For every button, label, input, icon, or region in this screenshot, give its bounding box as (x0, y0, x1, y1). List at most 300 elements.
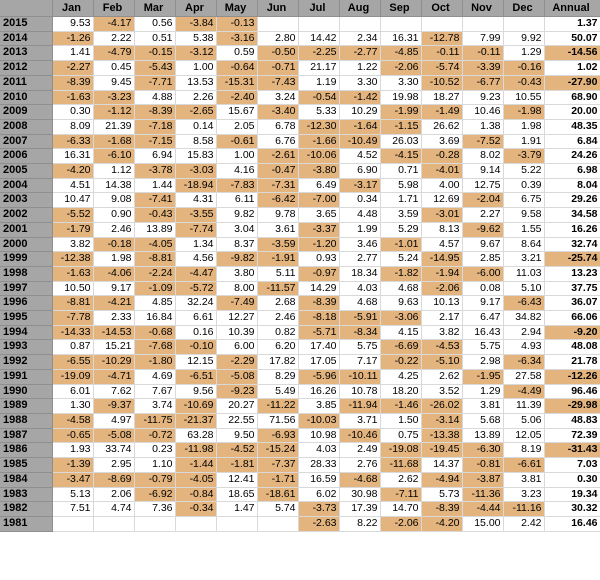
monthly-return-cell: 22.55 (216, 413, 257, 428)
monthly-return-cell: 2.76 (339, 458, 380, 473)
monthly-return-cell: -7.68 (134, 340, 175, 355)
monthly-return-cell: 8.09 (52, 119, 93, 134)
monthly-return-cell: -8.81 (52, 296, 93, 311)
monthly-return-cell: -1.15 (380, 119, 421, 134)
monthly-return-cell: 12.05 (503, 428, 544, 443)
annual-return-cell: 1.02 (544, 61, 600, 76)
monthly-return-cell: -8.34 (339, 325, 380, 340)
monthly-return-cell: -5.08 (216, 369, 257, 384)
monthly-return-cell: -0.71 (257, 61, 298, 76)
monthly-return-cell: -5.52 (52, 208, 93, 223)
monthly-return-cell: 5.11 (257, 266, 298, 281)
monthly-return-cell: -4.05 (134, 237, 175, 252)
monthly-return-cell: -7.00 (298, 193, 339, 208)
monthly-return-cell: -4.58 (52, 413, 93, 428)
monthly-return-cell: -1.64 (339, 119, 380, 134)
monthly-return-cell: -12.30 (298, 119, 339, 134)
monthly-return-cell: 10.29 (339, 105, 380, 120)
monthly-return-cell: -6.43 (503, 296, 544, 311)
year-cell: 2010 (0, 90, 52, 105)
table-row (0, 369, 600, 384)
monthly-return-cell: -2.40 (216, 90, 257, 105)
year-cell: 2008 (0, 119, 52, 134)
monthly-return-cell (298, 17, 339, 32)
header-mar: Mar (134, 0, 175, 17)
annual-return-cell: 68.90 (544, 90, 600, 105)
annual-return-cell: 37.75 (544, 281, 600, 296)
monthly-return-cell: 6.75 (503, 193, 544, 208)
table-row (0, 134, 600, 149)
monthly-return-cell: 8.19 (503, 443, 544, 458)
monthly-return-cell: 3.69 (421, 134, 462, 149)
monthly-return-cell: 5.73 (421, 487, 462, 502)
monthly-return-cell: 9.67 (462, 237, 503, 252)
monthly-return-cell: 10.55 (503, 90, 544, 105)
monthly-return-cell: 14.29 (298, 281, 339, 296)
monthly-return-cell: 9.17 (93, 281, 134, 296)
monthly-return-cell: 16.59 (298, 472, 339, 487)
monthly-return-cell: 8.00 (216, 281, 257, 296)
monthly-return-cell: -4.71 (93, 369, 134, 384)
monthly-return-cell: -0.68 (134, 325, 175, 340)
year-cell: 1987 (0, 428, 52, 443)
monthly-return-cell: 0.59 (216, 46, 257, 61)
monthly-return-cell: -8.39 (421, 502, 462, 517)
monthly-return-cell: -4.47 (175, 266, 216, 281)
annual-return-cell: 16.26 (544, 222, 600, 237)
annual-return-cell: 21.78 (544, 355, 600, 370)
monthly-return-cell: 2.46 (257, 311, 298, 326)
monthly-return-cell: 0.08 (462, 281, 503, 296)
monthly-return-cell: 3.81 (462, 399, 503, 414)
monthly-return-cell: -4.21 (93, 296, 134, 311)
monthly-return-cell: 9.58 (503, 208, 544, 223)
monthly-return-cell: -12.78 (421, 31, 462, 46)
monthly-return-cell: 1.22 (339, 61, 380, 76)
monthly-return-cell: 12.15 (175, 355, 216, 370)
monthly-return-cell: -1.95 (462, 369, 503, 384)
monthly-return-cell: -1.39 (52, 458, 93, 473)
monthly-return-cell: -3.78 (134, 164, 175, 179)
monthly-return-cell: -2.25 (298, 46, 339, 61)
monthly-return-cell: -1.01 (380, 237, 421, 252)
monthly-return-cell: 26.62 (421, 119, 462, 134)
monthly-return-cell: -1.79 (52, 222, 93, 237)
monthly-return-cell: -11.68 (380, 458, 421, 473)
monthly-return-cell: -10.49 (339, 134, 380, 149)
monthly-return-cell: 5.22 (503, 164, 544, 179)
monthly-return-cell: 3.46 (339, 237, 380, 252)
monthly-return-cell: 0.14 (175, 119, 216, 134)
monthly-return-cell: -4.17 (93, 17, 134, 32)
monthly-return-cell: -6.69 (380, 340, 421, 355)
monthly-return-cell: 0.90 (93, 208, 134, 223)
monthly-return-cell: -0.43 (503, 75, 544, 90)
table-row (0, 252, 600, 267)
monthly-return-cell: 1.50 (380, 413, 421, 428)
monthly-return-cell: -2.24 (134, 266, 175, 281)
annual-return-cell: 6.98 (544, 164, 600, 179)
year-cell: 2000 (0, 237, 52, 252)
monthly-return-cell: -3.37 (298, 222, 339, 237)
header-apr: Apr (175, 0, 216, 17)
monthly-return-cell: -1.66 (298, 134, 339, 149)
header-jun: Jun (257, 0, 298, 17)
monthly-return-cell: 14.38 (93, 178, 134, 193)
monthly-return-cell: 4.51 (52, 178, 93, 193)
monthly-return-cell: -4.44 (462, 502, 503, 517)
monthly-return-cell (462, 17, 503, 32)
header-row (0, 0, 600, 17)
monthly-return-cell: -11.94 (339, 399, 380, 414)
monthly-return-cell: -26.02 (421, 399, 462, 414)
monthly-return-cell: 3.04 (216, 222, 257, 237)
monthly-return-cell: 8.02 (462, 149, 503, 164)
monthly-return-cell: 9.63 (380, 296, 421, 311)
monthly-return-cell: -8.69 (93, 472, 134, 487)
monthly-return-cell: -3.40 (257, 105, 298, 120)
monthly-return-cell: 4.85 (134, 296, 175, 311)
monthly-return-cell: -0.84 (175, 487, 216, 502)
header-oct: Oct (421, 0, 462, 17)
monthly-return-cell (503, 17, 544, 32)
monthly-return-cell: 2.42 (503, 516, 544, 531)
monthly-return-cell: 71.56 (257, 413, 298, 428)
monthly-return-cell: -21.37 (175, 413, 216, 428)
monthly-return-cell: 12.69 (421, 193, 462, 208)
monthly-return-cell: 10.13 (421, 296, 462, 311)
monthly-return-cell: -0.11 (462, 46, 503, 61)
monthly-return-cell: -8.81 (134, 252, 175, 267)
monthly-return-cell: 1.34 (175, 237, 216, 252)
table-row (0, 237, 600, 252)
monthly-return-cell: -0.11 (421, 46, 462, 61)
monthly-return-cell: -11.22 (257, 399, 298, 414)
monthly-return-cell (93, 516, 134, 531)
year-cell: 2011 (0, 75, 52, 90)
monthly-return-cell: 1.29 (462, 384, 503, 399)
table-row (0, 516, 600, 531)
monthly-return-cell: -5.72 (175, 281, 216, 296)
annual-return-cell: 72.39 (544, 428, 600, 443)
monthly-return-cell: -4.53 (421, 340, 462, 355)
year-cell: 1995 (0, 311, 52, 326)
monthly-return-cell: -0.43 (134, 208, 175, 223)
monthly-return-cell: 14.42 (298, 31, 339, 46)
monthly-return-cell: -4.94 (421, 472, 462, 487)
annual-return-cell: -29.98 (544, 399, 600, 414)
monthly-return-cell: 3.74 (134, 399, 175, 414)
table-row (0, 311, 600, 326)
monthly-return-cell: 33.74 (93, 443, 134, 458)
monthly-return-cell: 4.69 (134, 369, 175, 384)
monthly-return-cell: -4.15 (380, 149, 421, 164)
monthly-return-cell: -6.93 (257, 428, 298, 443)
monthly-return-cell: -1.80 (134, 355, 175, 370)
table-row (0, 208, 600, 223)
monthly-return-cell: 0.87 (52, 340, 93, 355)
monthly-return-cell: 3.24 (257, 90, 298, 105)
monthly-return-cell: -1.71 (257, 472, 298, 487)
monthly-return-cell: -0.81 (462, 458, 503, 473)
annual-return-cell: -9.20 (544, 325, 600, 340)
monthly-return-cell: 0.23 (134, 443, 175, 458)
monthly-return-cell: 5.38 (175, 31, 216, 46)
monthly-return-cell: -8.39 (52, 75, 93, 90)
monthly-return-cell: 8.37 (216, 237, 257, 252)
table-row (0, 325, 600, 340)
monthly-return-cell: 3.61 (257, 222, 298, 237)
monthly-return-cell: -7.83 (216, 178, 257, 193)
monthly-return-cell (339, 17, 380, 32)
annual-return-cell: 50.07 (544, 31, 600, 46)
annual-return-cell: 20.00 (544, 105, 600, 120)
header-jul: Jul (298, 0, 339, 17)
monthly-return-cell: -11.75 (134, 413, 175, 428)
monthly-return-cell: 0.45 (93, 61, 134, 76)
monthly-return-cell: 17.40 (298, 340, 339, 355)
monthly-return-cell: -14.95 (421, 252, 462, 267)
year-cell: 1993 (0, 340, 52, 355)
table-row (0, 296, 600, 311)
monthly-return-cell: -6.61 (503, 458, 544, 473)
annual-return-cell: 19.34 (544, 487, 600, 502)
monthly-return-cell: 9.92 (503, 31, 544, 46)
monthly-return-cell: -1.46 (380, 399, 421, 414)
year-cell: 1982 (0, 502, 52, 517)
monthly-return-cell: 2.27 (462, 208, 503, 223)
monthly-return-cell: 21.39 (93, 119, 134, 134)
monthly-return-cell: -13.38 (421, 428, 462, 443)
monthly-return-cell: -0.72 (134, 428, 175, 443)
monthly-return-cell: 18.27 (421, 90, 462, 105)
year-cell: 1992 (0, 355, 52, 370)
year-cell: 1985 (0, 458, 52, 473)
monthly-return-cell: 10.50 (52, 281, 93, 296)
monthly-return-cell: -3.84 (175, 17, 216, 32)
monthly-return-cell: 5.33 (298, 105, 339, 120)
monthly-return-cell: 1.98 (93, 252, 134, 267)
monthly-return-cell: 3.59 (380, 208, 421, 223)
monthly-return-cell: -15.31 (216, 75, 257, 90)
monthly-return-cell: -3.03 (175, 164, 216, 179)
table-row (0, 90, 600, 105)
monthly-return-cell: 18.20 (380, 384, 421, 399)
monthly-return-cell: 4.97 (93, 413, 134, 428)
monthly-return-cell: 5.10 (503, 281, 544, 296)
monthly-return-cell: -10.52 (421, 75, 462, 90)
monthly-return-cell: 26.03 (380, 134, 421, 149)
header-sep: Sep (380, 0, 421, 17)
year-cell: 1988 (0, 413, 52, 428)
monthly-return-cell: 2.06 (93, 487, 134, 502)
monthly-return-cell: -14.33 (52, 325, 93, 340)
monthly-return-cell: 3.21 (503, 252, 544, 267)
monthly-return-cell: -14.53 (93, 325, 134, 340)
header-aug: Aug (339, 0, 380, 17)
monthly-return-cell: -4.52 (216, 443, 257, 458)
table-row (0, 75, 600, 90)
monthly-return-cell: -8.39 (298, 296, 339, 311)
monthly-return-cell: 3.52 (421, 384, 462, 399)
year-cell: 1991 (0, 369, 52, 384)
monthly-return-cell: 10.39 (216, 325, 257, 340)
monthly-return-cell (175, 516, 216, 531)
year-cell: 2002 (0, 208, 52, 223)
monthly-return-cell: 3.82 (52, 237, 93, 252)
monthly-return-cell: 6.47 (462, 311, 503, 326)
monthly-return-cell: -4.68 (339, 472, 380, 487)
annual-return-cell: 48.35 (544, 119, 600, 134)
monthly-return-cell: 1.10 (134, 458, 175, 473)
monthly-return-cell: -6.30 (462, 443, 503, 458)
monthly-return-cell: 4.52 (339, 149, 380, 164)
monthly-return-cell: 6.00 (216, 340, 257, 355)
monthly-return-cell: 4.74 (93, 502, 134, 517)
monthly-return-cell: -7.78 (52, 311, 93, 326)
monthly-return-cell: 1.30 (52, 399, 93, 414)
annual-return-cell: 29.26 (544, 193, 600, 208)
monthly-return-cell: 2.46 (93, 222, 134, 237)
monthly-return-cell: -3.23 (93, 90, 134, 105)
monthly-return-cell: 14.70 (380, 502, 421, 517)
monthly-return-cell: 2.34 (339, 31, 380, 46)
monthly-return-cell: 1.12 (93, 164, 134, 179)
monthly-return-cell: 3.81 (503, 472, 544, 487)
monthly-return-cell: 16.84 (134, 311, 175, 326)
monthly-return-cell: 4.03 (298, 443, 339, 458)
monthly-return-cell: 1.29 (503, 46, 544, 61)
monthly-return-cell: -5.43 (134, 61, 175, 76)
monthly-return-cell: -1.82 (380, 266, 421, 281)
monthly-return-cell: -0.18 (93, 237, 134, 252)
monthly-return-cell: 4.00 (421, 178, 462, 193)
monthly-return-cell: 4.88 (134, 90, 175, 105)
table-row (0, 61, 600, 76)
annual-return-cell: 7.03 (544, 458, 600, 473)
monthly-return-cell: 9.82 (216, 208, 257, 223)
monthly-return-cell: -1.81 (216, 458, 257, 473)
monthly-return-cell: 3.85 (298, 399, 339, 414)
monthly-return-cell: 6.01 (52, 384, 93, 399)
monthly-return-cell: 4.68 (339, 296, 380, 311)
monthly-return-cell: 16.43 (462, 325, 503, 340)
monthly-return-cell: 10.46 (462, 105, 503, 120)
monthly-return-cell (134, 516, 175, 531)
monthly-return-cell: -2.77 (339, 46, 380, 61)
monthly-return-cell: 3.80 (216, 266, 257, 281)
table-row (0, 413, 600, 428)
table-row (0, 487, 600, 502)
monthly-return-cell: 4.68 (380, 281, 421, 296)
monthly-return-cell: -1.63 (52, 266, 93, 281)
monthly-return-cell: 1.00 (175, 61, 216, 76)
year-cell: 1998 (0, 266, 52, 281)
monthly-return-cell: 17.05 (298, 355, 339, 370)
monthly-return-cell: 13.89 (462, 428, 503, 443)
monthly-return-cell: -10.03 (298, 413, 339, 428)
monthly-return-cell: 8.22 (339, 516, 380, 531)
year-cell: 1981 (0, 516, 52, 531)
table-row (0, 46, 600, 61)
monthly-return-cell: -3.12 (175, 46, 216, 61)
year-cell: 1986 (0, 443, 52, 458)
monthly-return-cell: -11.36 (462, 487, 503, 502)
monthly-return-cell: 8.64 (503, 237, 544, 252)
monthly-return-cell: 9.14 (462, 164, 503, 179)
monthly-return-cell: 0.93 (298, 252, 339, 267)
monthly-return-cell: 6.02 (298, 487, 339, 502)
monthly-return-cell: 0.75 (380, 428, 421, 443)
year-cell: 2012 (0, 61, 52, 76)
monthly-return-cell: 6.76 (257, 134, 298, 149)
monthly-return-cell: -7.15 (134, 134, 175, 149)
monthly-return-cell: -4.06 (93, 266, 134, 281)
header-annual: Annual (544, 0, 600, 17)
monthly-return-cell: -10.06 (298, 149, 339, 164)
table-row (0, 105, 600, 120)
monthly-return-cell: -9.23 (216, 384, 257, 399)
monthly-return-cell: -0.10 (175, 340, 216, 355)
monthly-return-cell: 27.58 (503, 369, 544, 384)
monthly-return-cell: -3.47 (52, 472, 93, 487)
table-row (0, 502, 600, 517)
header-jan: Jan (52, 0, 93, 17)
monthly-return-cell: 17.82 (257, 355, 298, 370)
monthly-return-cell: 9.53 (52, 17, 93, 32)
monthly-return-cell: 6.94 (134, 149, 175, 164)
monthly-return-cell: -6.42 (257, 193, 298, 208)
year-cell: 1989 (0, 399, 52, 414)
monthly-return-cell: 15.21 (93, 340, 134, 355)
monthly-return-cell: 5.13 (52, 487, 93, 502)
monthly-return-cell: -19.45 (421, 443, 462, 458)
monthly-return-cell: 1.98 (503, 119, 544, 134)
monthly-return-cell: -1.99 (380, 105, 421, 120)
monthly-return-cell: 1.55 (503, 222, 544, 237)
monthly-return-cell: 7.67 (134, 384, 175, 399)
monthly-return-cell: -7.52 (462, 134, 503, 149)
monthly-return-cell (216, 516, 257, 531)
monthly-return-cell: 5.74 (257, 502, 298, 517)
monthly-return-cell: -1.68 (93, 134, 134, 149)
table-row (0, 355, 600, 370)
annual-return-cell: 16.46 (544, 516, 600, 531)
monthly-return-cell: -0.79 (134, 472, 175, 487)
monthly-return-cell: 2.05 (216, 119, 257, 134)
monthly-return-cell: 4.03 (339, 281, 380, 296)
monthly-return-cell: 7.99 (462, 31, 503, 46)
monthly-return-cell: 2.80 (257, 31, 298, 46)
monthly-return-cell: -18.61 (257, 487, 298, 502)
monthly-return-cell: 18.65 (216, 487, 257, 502)
monthly-return-cell: 3.30 (380, 75, 421, 90)
monthly-return-cell: -6.77 (462, 75, 503, 90)
monthly-return-cell: 30.98 (339, 487, 380, 502)
monthly-return-cell: 7.62 (93, 384, 134, 399)
monthly-return-cell: 8.29 (257, 369, 298, 384)
year-cell: 2006 (0, 149, 52, 164)
year-cell: 1994 (0, 325, 52, 340)
monthly-return-cell: 4.16 (216, 164, 257, 179)
monthly-return-cell: -7.74 (175, 222, 216, 237)
monthly-return-cell: 10.98 (298, 428, 339, 443)
year-cell: 2015 (0, 17, 52, 32)
monthly-return-cell: 12.41 (216, 472, 257, 487)
year-cell: 2001 (0, 222, 52, 237)
annual-return-cell: -31.43 (544, 443, 600, 458)
monthly-return-cell: 1.41 (52, 46, 93, 61)
